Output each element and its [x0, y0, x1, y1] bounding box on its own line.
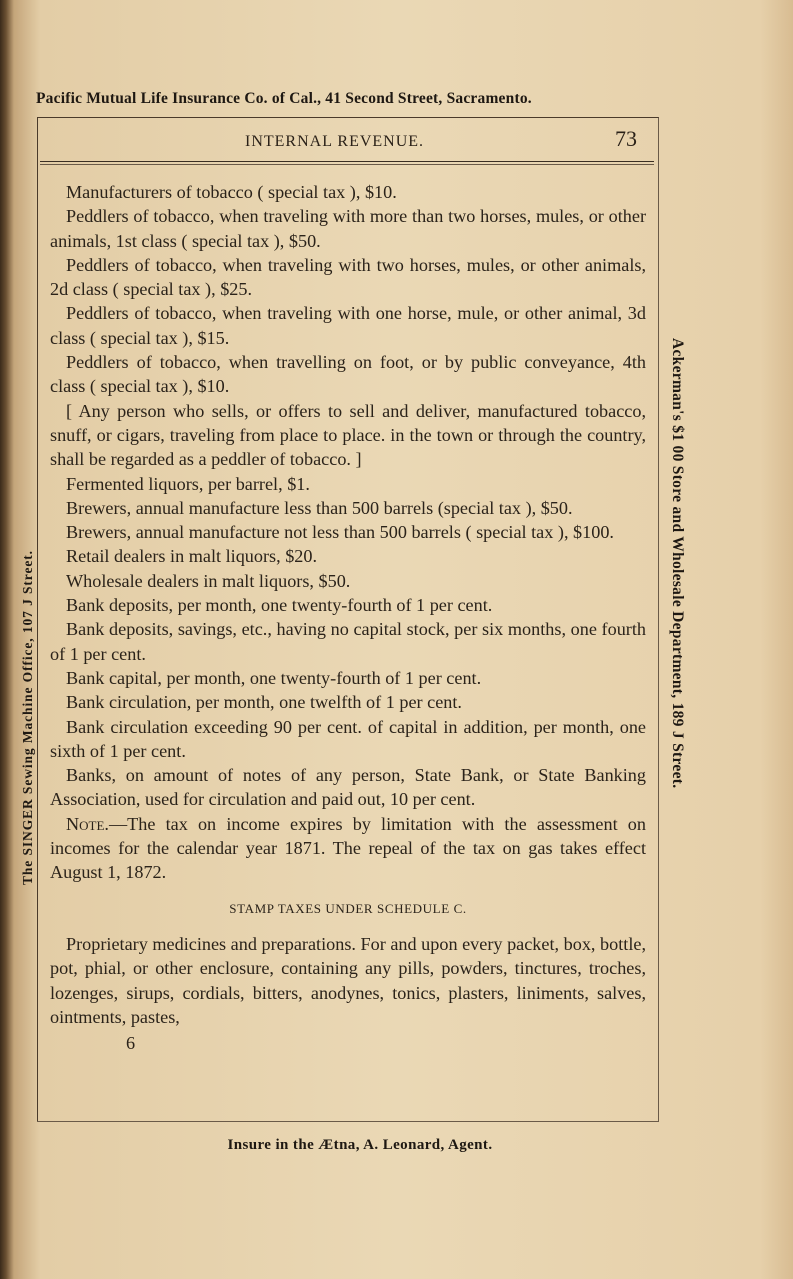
paragraph: Brewers, annual manufacture less than 500 barrels (special tax ), $50.	[66, 497, 573, 518]
header-advertisement: Pacific Mutual Life Insurance Co. of Cal., 41 Second Street, Sacramento.	[36, 90, 532, 107]
paragraph: Bank circulation, per month, one twelfth of 1 per cent.	[66, 692, 462, 713]
frame-bottom-rule	[37, 1121, 659, 1122]
paragraph: Banks, on amount of notes of any person, State Bank, or State Banking Association, used for circulation and paid out, 10 per cent.	[50, 765, 646, 810]
note-text: —The tax on income expires by limitation with the assessment on incomes for the calendar year 1871. The repeal of the tax on gas takes effect August 1, 1872.	[50, 813, 646, 883]
running-head: INTERNAL REVENUE.	[245, 133, 425, 150]
paragraph: Fermented liquors, per barrel, $1.	[66, 473, 310, 494]
schedule-paragraph: Proprietary medicines and preparations. For and upon every packet, box, bottle, pot, phial, or other enclosure, containing any pills, powders, tinctures, troches, lozenges, sirups, cordials, bitters, anodynes, tonics, plasters, liniments, salves, ointments, pastes,	[50, 933, 646, 1027]
paragraph: Bank deposits, per month, one twenty-fourth of 1 per cent.	[66, 595, 493, 616]
paragraph: Wholesale dealers in malt liquors, $50.	[66, 570, 351, 591]
paragraph: [ Any person who sells, or offers to sell and deliver, manufactured tobacco, snuff, or cigars, traveling from place to place. in the town or through the country, shall be regarded as a peddler of tobacco. ]	[50, 400, 646, 470]
left-margin-advertisement: The SINGER Sewing Machine Office, 107 J Street.	[20, 550, 35, 885]
note-paragraph	[50, 812, 646, 885]
paragraph: Brewers, annual manufacture not less than 500 barrels ( special tax ), $100.	[66, 522, 614, 543]
paragraph: Bank deposits, savings, etc., having no capital stock, per six months, one fourth of 1 per cent.	[50, 619, 646, 664]
paragraph: Bank circulation exceeding 90 per cent. of capital in addition, per month, one sixth of 1 per cent.	[50, 716, 646, 761]
signature-mark: 6	[126, 1033, 136, 1054]
body-text	[50, 180, 646, 1055]
paragraph: Peddlers of tobacco, when traveling with two horses, mules, or other animals, 2d class ( special tax ), $25.	[50, 254, 646, 300]
head-rule-secondary	[40, 164, 654, 165]
right-margin-advertisement: Ackerman's $1 00 Store and Wholesale Department, 189 J Street.	[669, 338, 686, 789]
head-rule	[40, 161, 654, 162]
section-heading: STAMP TAXES UNDER SCHEDULE C.	[229, 900, 467, 916]
paragraph: Retail dealers in malt liquors, $20.	[66, 546, 318, 567]
paragraph: Peddlers of tobacco, when traveling with more than two horses, mules, or other animals, 1st class ( special tax ), $50.	[50, 206, 646, 251]
paragraph: Peddlers of tobacco, when traveling with one horse, mule, or other animal, 3d class ( special tax ), $15.	[50, 303, 646, 348]
note-label: Note.	[66, 813, 109, 834]
page-number: 73	[615, 126, 637, 151]
paragraph: Manufacturers of tobacco ( special tax ), $10.	[66, 182, 397, 202]
paragraph: Peddlers of tobacco, when travelling on foot, or by public conveyance, 4th class ( special tax ), $10.	[50, 352, 646, 397]
footer-advertisement: Insure in the Ætna, A. Leonard, Agent.	[227, 1137, 493, 1153]
paragraph: Bank capital, per month, one twenty-fourth of 1 per cent.	[66, 667, 482, 688]
